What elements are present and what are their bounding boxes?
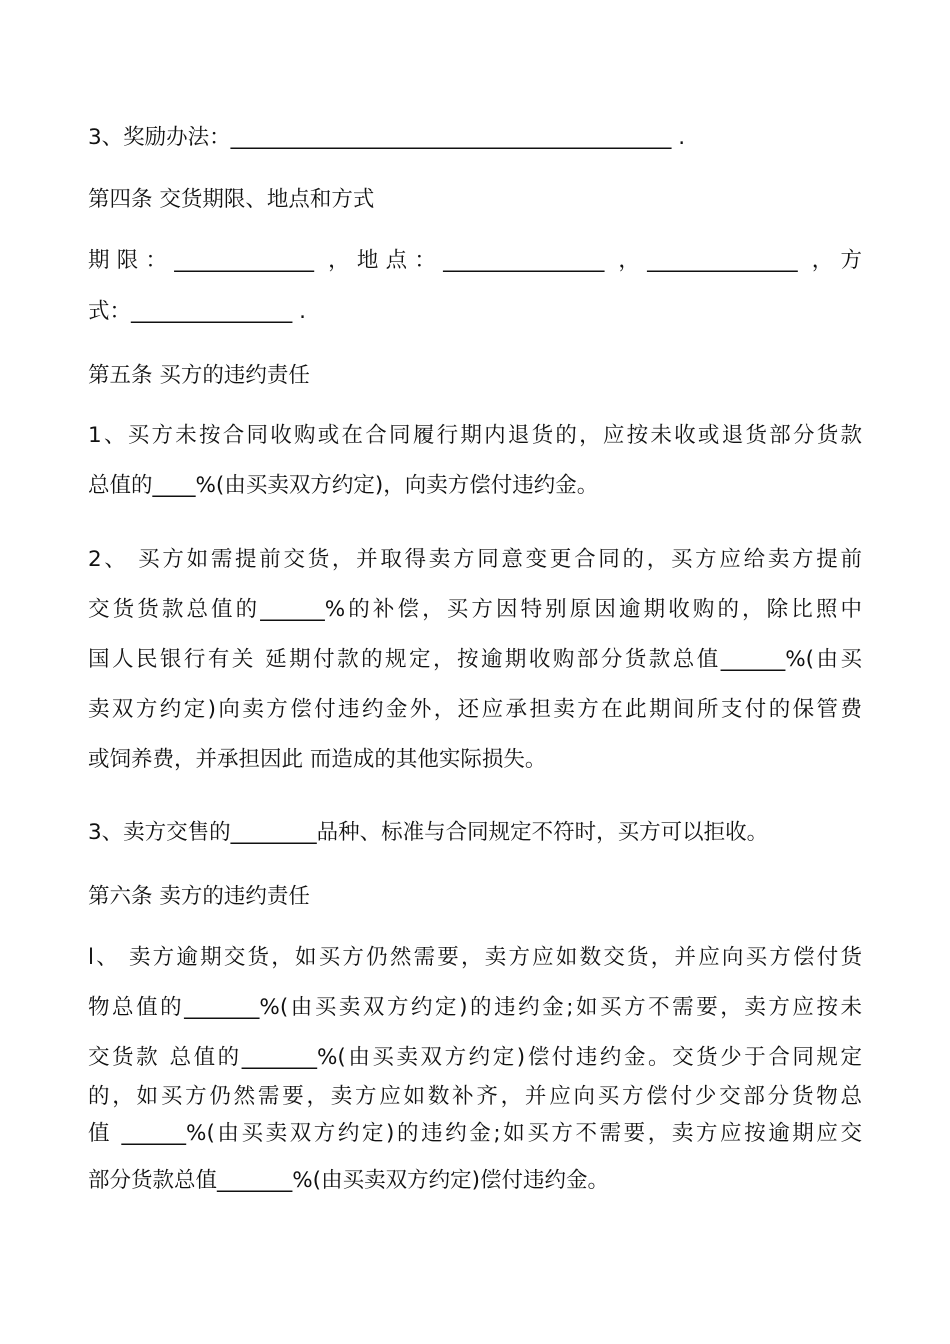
article-6-clause-1-line-5: 值 ______%(由买卖双方约定)的违约金;如买方不需要，卖方应按逾期应交: [88, 1121, 862, 1146]
article-5-clause-2-line-3: 国人民银行有关 延期付款的规定，按逾期收购部分货款总值______%(由买: [88, 647, 862, 672]
article-6-clause-1-line-3: 交货款 总值的_______%(由买卖双方约定)偿付违约金。交货少于合同规定: [88, 1045, 862, 1070]
article-5-heading: 第五条 买方的违约责任: [88, 363, 310, 388]
reward-method-line: 3、奖励办法：_________________________________________ .: [88, 125, 686, 150]
article-6-clause-1-line-6: 部分货款总值_______%(由买卖双方约定)偿付违约金。: [88, 1168, 609, 1193]
article-5-clause-2-line-2: 交货货款总值的______%的补偿，买方因特别原因逾期收购的，除比照中: [88, 597, 862, 622]
article-6-clause-1-line-1: l、 卖方逾期交货，如买方仍然需要，卖方应如数交货，并应向买方偿付货: [88, 945, 862, 970]
article-4-body-line-1: 期限：_____________ ，地点：_______________ ，______________ ，方: [88, 248, 862, 273]
article-5-clause-2-line-4: 卖双方约定)向卖方偿付违约金外，还应承担卖方在此期间所支付的保管费: [88, 697, 862, 722]
article-6-clause-1-line-2: 物总值的_______%(由买卖双方约定)的违约金;如买方不需要，卖方应按未: [88, 995, 862, 1020]
article-5-clause-2-line-1: 2、 买方如需提前交货，并取得卖方同意变更合同的，买方应给卖方提前: [88, 547, 862, 572]
article-5-clause-2-line-5: 或饲养费，并承担因此 而造成的其他实际损失。: [88, 747, 547, 772]
article-6-heading: 第六条 卖方的违约责任: [88, 884, 310, 909]
article-4-body-line-2: 式：_______________ .: [88, 299, 306, 324]
article-5-clause-3: 3、卖方交售的________品种、标准与合同规定不符时，买方可以拒收。: [88, 820, 769, 845]
article-5-clause-1-line-1: 1、买方未按合同收购或在合同履行期内退货的，应按未收或退货部分货款: [88, 423, 862, 448]
article-6-clause-1-line-4: 的，如买方仍然需要，卖方应如数补齐，并应向买方偿付少交部分货物总: [88, 1084, 862, 1109]
article-5-clause-1-line-2: 总值的____%(由买卖双方约定)，向卖方偿付违约金。: [88, 473, 599, 498]
article-4-heading: 第四条 交货期限、地点和方式: [88, 187, 375, 212]
